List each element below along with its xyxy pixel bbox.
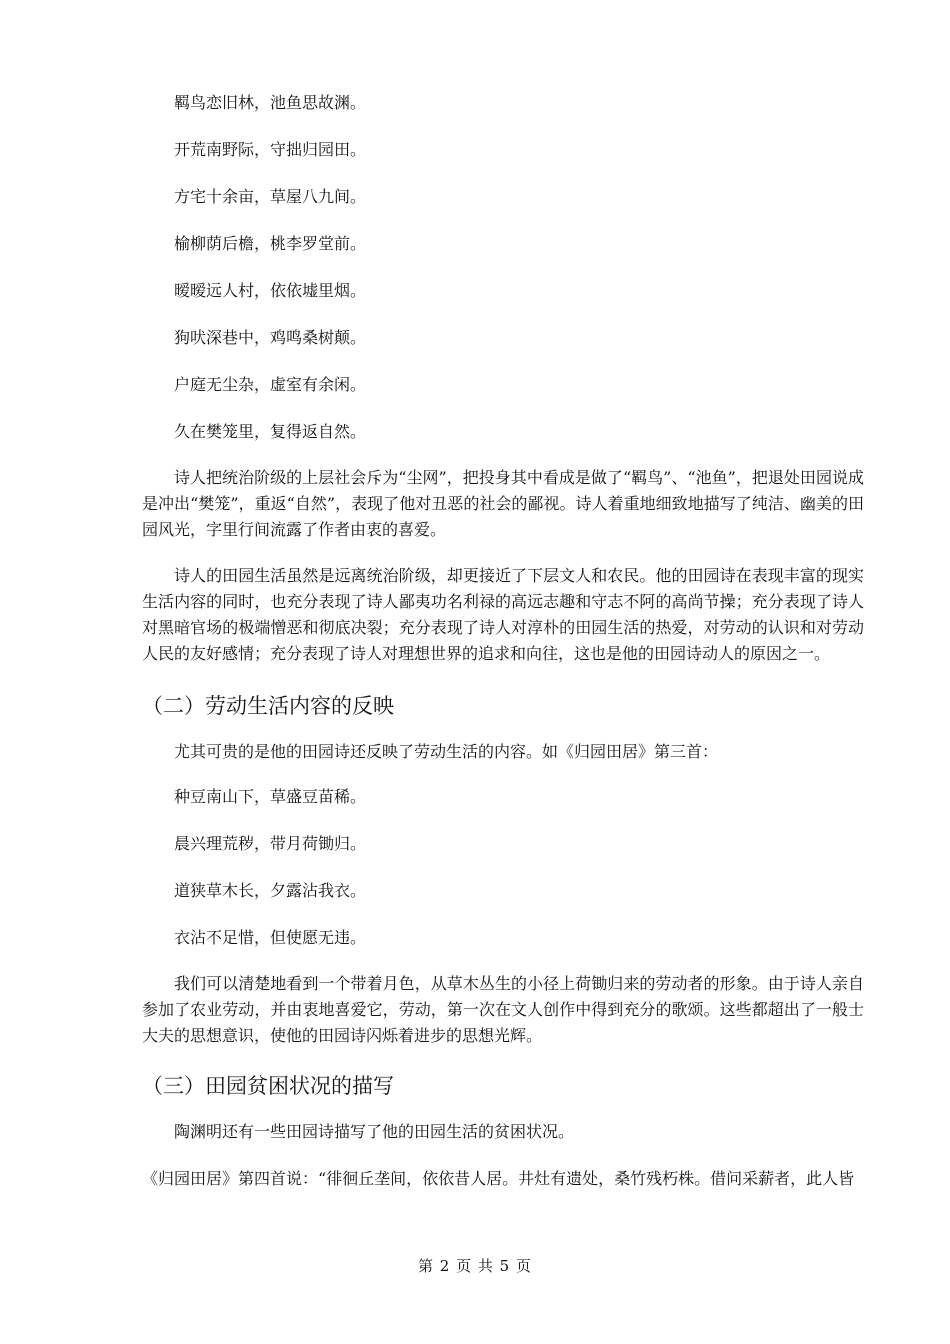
body-paragraph: 陶渊明还有一些田园诗描写了他的田园生活的贫困状况。 xyxy=(174,1122,575,1141)
poem-line: 种豆南山下，草盛豆苗稀。 xyxy=(174,787,367,806)
poem-line: 道狭草木长，夕露沾我衣。 xyxy=(174,881,367,900)
page-number-footer: 第 2 页 共 5 页 xyxy=(418,1257,532,1275)
poem-line: 方宅十余亩，草屋八九间。 xyxy=(174,187,367,206)
body-paragraph: 尤其可贵的是他的田园诗还反映了劳动生活的内容。如《归园田居》第三首： xyxy=(174,742,719,761)
poem-line: 晨兴理荒秽，带月荷锄归。 xyxy=(174,834,367,853)
poem-line: 羁鸟恋旧林，池鱼思故渊。 xyxy=(174,93,367,112)
poem-line: 衣沾不足惜，但使愿无违。 xyxy=(174,928,367,947)
page-content xyxy=(142,92,864,1212)
body-paragraph: 诗人的田园生活虽然是远离统治阶级，却更接近了下层文人和农民。他的田园诗在表现丰富的现实生活内容的同时，也充分表现了诗人鄙夷功名利禄的高远志趣和守志不阿的高尚节操；充分表现了诗人对黑暗官场的极端憎恶和彻底决裂；充分表现了诗人对淳朴的田园生活的热爱，对劳动的认识和对劳动人民的友好感情；充分表现了诗人对理想世界的追求和向往，这也是他的田园诗动人的原因之一。 xyxy=(142,566,864,663)
body-paragraph: 诗人把统治阶级的上层社会斥为“尘网”，把投身其中看成是做了“羁鸟”、“池鱼”，把退处田园说成是冲出“樊笼”，重返“自然”，表现了他对丑恶的社会的鄙视。诗人着重地细致地描写了纯洁、幽美的田园风光，字里行间流露了作者由衷的喜爱。 xyxy=(142,468,864,539)
section-heading: （三）田园贫困状况的描写 xyxy=(142,1074,394,1098)
poem-line: 暧暧远人村，依依墟里烟。 xyxy=(174,281,367,300)
body-paragraph: 《归园田居》第四首说：“徘徊丘垄间，依依昔人居。井灶有遗处，桑竹残朽株。借问采薪者，此人皆 xyxy=(142,1169,855,1188)
poem-line: 久在樊笼里，复得返自然。 xyxy=(174,422,367,441)
body-paragraph: 我们可以清楚地看到一个带着月色，从草木丛生的小径上荷锄归来的劳动者的形象。由于诗人亲自参加了农业劳动，并由衷地喜爱它，劳动，第一次在文人创作中得到充分的歌颂。这些都超出了一般士大夫的思想意识，使他的田园诗闪烁着进步的思想光辉。 xyxy=(142,974,864,1045)
section-heading: （二）劳动生活内容的反映 xyxy=(142,694,394,718)
poem-line: 狗吠深巷中，鸡鸣桑树颠。 xyxy=(174,328,367,347)
poem-line: 开荒南野际，守拙归园田。 xyxy=(174,140,367,159)
poem-line: 户庭无尘杂，虚室有余闲。 xyxy=(174,375,367,394)
poem-line: 榆柳荫后檐，桃李罗堂前。 xyxy=(174,234,367,253)
